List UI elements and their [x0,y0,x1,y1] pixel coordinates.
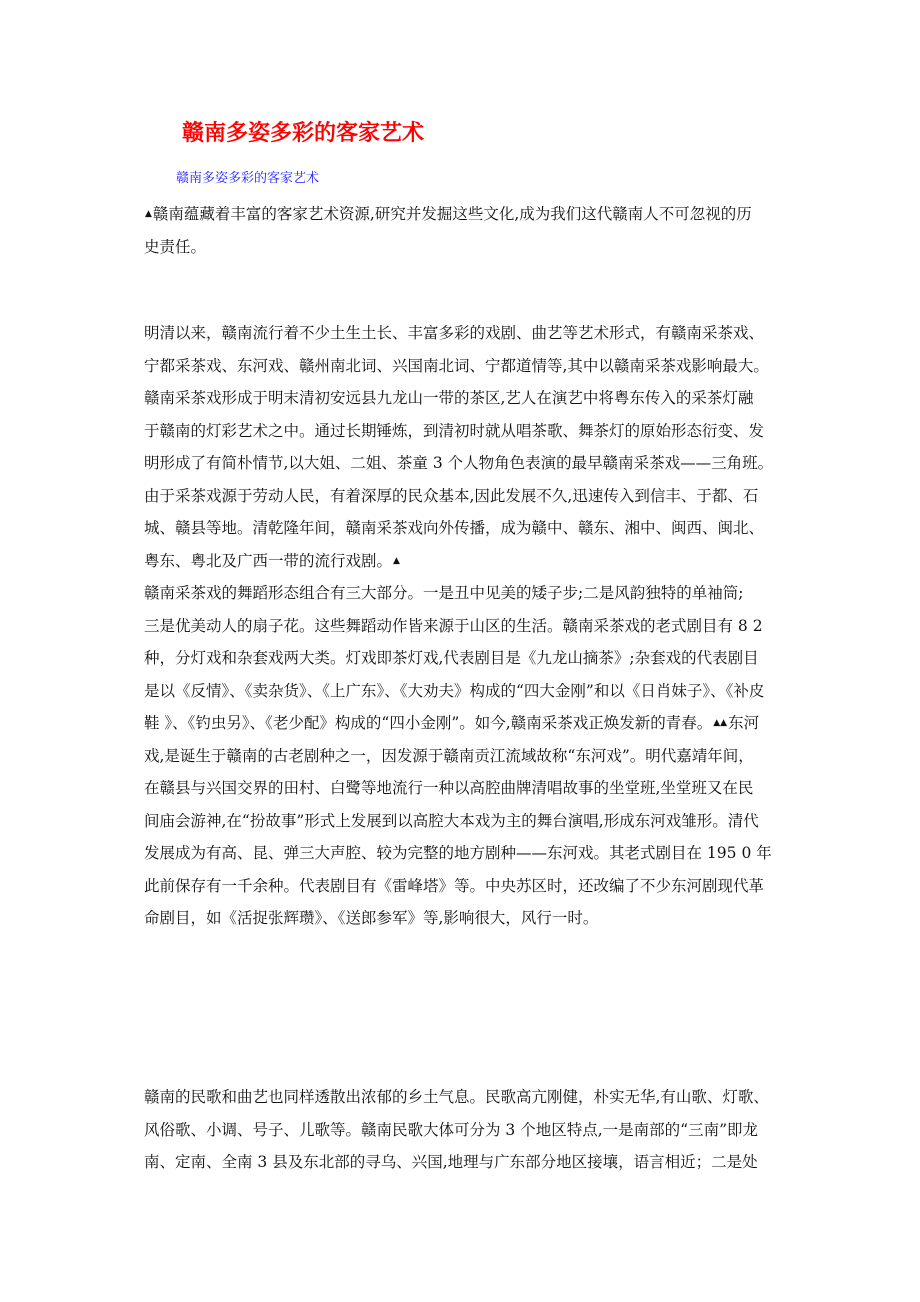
body-line: 是以《反情》、《卖杂货》、《上广东》、《大劝夫》构成的“四大金刚”和以《日肖妹子》、《补皮 [144,681,765,700]
page-title: 赣南多姿多彩的客家艺术 [182,121,425,146]
folk-line: 南、定南、全南 3 县及东北部的寻乌、兴国,地理与广东部分地区接壤，语言相近；二是处 [144,1153,758,1171]
body-line: 粤东、粤北及广西一带的流行戏剧。▲ [144,551,400,570]
body-line: 戏,是诞生于赣南的古老剧种之一，因发源于赣南贡江流域故称“东河戏”。明代嘉靖年间， [144,746,754,765]
subtitle-link[interactable]: 赣南多姿多彩的客家艺术 [176,171,320,186]
triangle-bullet-icon: ▲ [393,555,400,566]
body-line: 发展成为有高、昆、弹三大声腔、较为完整的地方剧种——东河戏。其老式剧目在 195 0 年 [144,844,772,862]
body-line: 赣南采茶戏形成于明末清初安远县九龙山一带的茶区,艺人在演艺中将粤东传入的采茶灯融 [144,389,754,407]
body-line: 此前保存有一千余种。代表剧目有《雷峰塔》等。中央苏区时，还改编了不少东河剧现代革 [144,876,765,895]
body-line: 种，分灯戏和杂套戏两大类。灯戏即茶灯戏,代表剧目是《九龙山摘茶》;杂套戏的代表剧目 [144,649,759,667]
body-line: 明清以来，赣南流行着不少土生土长、丰富多彩的戏剧、曲艺等艺术形式，有赣南采茶戏、 [144,324,765,342]
triangle-bullet-icon: ▲ [145,209,152,219]
body-line: 命剧目，如《活捉张辉瓒》、《送郎参军》等,影响很大，风行一时。 [144,909,599,927]
folk-line: 风俗歌、小调、号子、儿歌等。赣南民歌大体可分为 3 个地区特点,一是南部的“三南”即龙 [144,1120,758,1139]
triangle-bullet-icon: ▲▲ [713,718,728,728]
intro-paragraph [144,198,784,263]
body-line: 城、赣县等地。清乾隆年间，赣南采茶戏向外传播，成为赣中、赣东、湘中、闽西、闽北、 [144,519,765,537]
folk-line: 赣南的民歌和曲艺也同样透散出浓郁的乡土气息。民歌高亢刚健，朴实无华,有山歌、灯歌、 [144,1088,769,1106]
body-line: 间庙会游神,在“扮故事”形式上发展到以高腔大本戏为主的舞台演唱,形成东河戏雏形。清代 [144,811,759,830]
body-line: 三是优美动人的扇子花。这些舞蹈动作皆来源于山区的生活。赣南采茶戏的老式剧目有 8 2 [144,616,763,635]
intro-line: 史责任。 [144,237,207,256]
body-line: 赣南采茶戏的舞蹈形态组合有三大部分。一是丑中见美的矮子步;二是风韵独特的单袖筒; [144,584,744,602]
intro-line: ▲赣南蕴藏着丰富的客家艺术资源,研究并发掘这些文化,成为我们这代赣南人不可忽视的历 [145,205,752,223]
body-line: 在赣县与兴国交界的田村、白鹭等地流行一种以高腔曲牌清唱故事的坐堂班,坐堂班又在民 [144,779,754,797]
folk-paragraph [144,1081,784,1179]
body-line: 由于采茶戏源于劳动人民，有着深厚的民众基本,因此发展不久,迅速传入到信丰、于都、石 [144,486,759,505]
body-paragraph [144,317,784,935]
body-line: 鞋 》、《钓虫另》、《老少配》构成的“四小金刚”。如今,赣南采茶戏正焕发新的青春。▲▲东河 [144,714,760,732]
body-line: 宁都采茶戏、东河戏、赣州南北词、兴国南北词、宁都道情等,其中以赣南采茶戏影响最大。 [144,356,769,375]
body-line: 明形成了有简朴情节,以大姐、二姐、茶童 3 个人物角色表演的最早赣南采茶戏——三角班。 [144,454,774,472]
body-line: 于赣南的灯彩艺术之中。通过长期锤炼，到清初时就从唱茶歌、舞茶灯的原始形态衍变、发 [144,421,765,440]
